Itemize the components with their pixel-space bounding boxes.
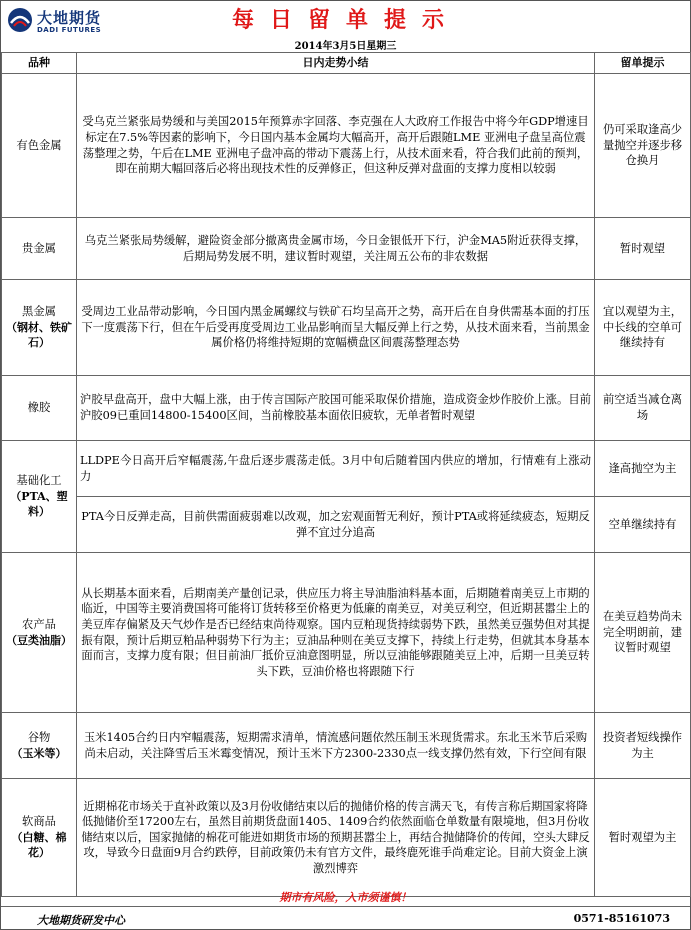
category-cell	[2, 553, 77, 713]
summary-table	[1, 52, 691, 897]
tip-cell: 前空适当减仓离场	[595, 376, 691, 441]
tip-cell: 在美豆趋势尚未完全明朗前，建议暂时观望	[595, 553, 691, 713]
tip-cell: 空单继续持有	[595, 497, 691, 553]
header	[1, 1, 690, 39]
category-sub: （玉米等）	[11, 746, 67, 760]
company-logo	[7, 7, 117, 35]
summary-cell: PTA今日反弹走高，目前供需面疲弱难以改观，加之宏观面暂无利好，预计PTA或将延续疲态，短期反弹不宜过分追高	[77, 497, 595, 553]
category-name: 农产品	[22, 617, 56, 631]
tip-cell: 宜以观望为主，中长线的空单可继续持有	[595, 280, 691, 376]
table-row-grains	[2, 713, 691, 779]
footer-phone: 0571-85161073	[573, 912, 670, 925]
logo-cn-text: 大地期货	[37, 9, 102, 27]
category-name: 黑金属	[22, 305, 56, 319]
page-title: 每日留单提示	[231, 8, 460, 33]
category-name: 软商品	[22, 815, 56, 829]
summary-cell: LLDPE今日高开后窄幅震荡,午盘后逐步震荡走低。3月中旬后随着国内供应的增加，行情难有上涨动力	[77, 441, 595, 497]
tip-cell: 暂时观望为主	[595, 779, 691, 897]
category-name: 谷物	[27, 730, 51, 744]
summary-cell: 受乌克兰紧张局势缓和与美国2015年预算赤字回落、李克强在人大政府工作报告中将今年GDP增速目标定在7.5%等因素的影响下，今日国内基本金属均大幅高开，高开后跟随LME 亚洲电子盘呈高位震荡整理之势，午后在LME 亚洲电子盘冲高的带动下震荡上行，从技术面来看，符合我们此前的预判，即在前期大幅回落后必将出现技术性的反弹修正，但这种反弹对盘面的支撑力度相以较弱	[77, 74, 595, 218]
table-row-chemicals-pta	[2, 497, 691, 553]
category-cell	[2, 441, 77, 553]
table-row-agriculture	[2, 553, 691, 713]
summary-cell: 从长期基本面来看，后期南美产量创记录，供应压力将主导油脂油料基本面，后期随着南美豆上市期的临近，中国等主要消费国将可能将订货转移至价格更为低廉的南美豆，对美豆利空，但近期甚嚣尘上的美豆库存偏紧及天气炒作是否已经结束尚待观察。国内豆粕现货持续弱势下跌，虽然美豆强势但对其提振有限，预计后期豆粕品种弱势下行为主；豆油品种则在美豆支撑下，持续上行走势，但就其本身基本面而言，支撑力度有限；但目前油厂抵价豆油意图明显，所以豆油能够跟随美豆上冲，后期一旦美豆转头下跌，豆油价格也将跟随下行	[77, 553, 595, 713]
table-row-nonferrous	[2, 74, 691, 218]
table-row-softs	[2, 779, 691, 897]
column-header-summary: 日内走势小结	[77, 53, 595, 74]
category-cell	[2, 280, 77, 376]
category-cell	[2, 74, 77, 218]
summary-cell: 沪胶早盘高开，盘中大幅上涨，由于传言国际产胶国可能采取保价措施，造成资金炒作胶价上涨。目前沪胶09已重回14800-15400区间，当前橡胶基本面依旧疲软，无单者暂时观望	[77, 376, 595, 441]
tip-cell: 逢高抛空为主	[595, 441, 691, 497]
table-row-ferrous	[2, 280, 691, 376]
summary-cell: 玉米1405合约日内窄幅震荡，短期需求清单，情流感问题依然压制玉米现货需求。东北玉米节后采购尚未启动，关注降雪后玉米霉变情况，预计玉米下方2300-2330点一线支撑仍然有效，下行空间有限	[77, 713, 595, 779]
category-cell	[2, 376, 77, 441]
category-sub: （钢材、铁矿石）	[6, 320, 72, 350]
summary-cell: 受周边工业品带动影响，今日国内黑金属螺纹与铁矿石均呈高开之势，高开后在自身供需基本面的打压下一度震荡下行，但在午后受再度受周边工业品影响而呈大幅反弹上行之势，从技术面来看，当前黑金属价格仍将维持短期的宽幅横盘区间震荡整理态势	[77, 280, 595, 376]
table-row-rubber	[2, 376, 691, 441]
risk-warning: 期市有风险，入市须谨慎！	[279, 891, 412, 904]
tip-cell: 仍可采取逢高少量抛空并逐步移仓换月	[595, 74, 691, 218]
category-cell	[2, 713, 77, 779]
category-name: 有色金属	[16, 138, 62, 152]
column-header-tip: 留单提示	[595, 53, 691, 74]
category-sub: （白糖、棉花）	[11, 830, 67, 860]
table-header-row	[2, 53, 691, 74]
tip-cell: 暂时观望	[595, 218, 691, 280]
table-row-chemicals-lldpe	[2, 441, 691, 497]
category-name: 基础化工	[16, 474, 62, 488]
category-cell	[2, 218, 77, 280]
dadi-logo-icon	[7, 7, 33, 33]
category-sub: （豆类油脂）	[6, 633, 72, 647]
column-header-category: 品种	[2, 53, 77, 74]
category-sub: （PTA、塑料）	[10, 489, 68, 519]
footer	[1, 906, 690, 930]
category-name: 贵金属	[22, 241, 56, 255]
category-cell	[2, 779, 77, 897]
table-row-precious-metals	[2, 218, 691, 280]
summary-cell: 近期棉花市场关于直补政策以及3月份收储结束以后的抛储价格的传言满天飞，有传言称后期国家将降低抛储价至17200左右，虽然目前期货盘面1405、1409合约依然面临仓单数量有限境地，但3月份收储结束以后，国家抛储的棉花可能进如期货市场的预期甚嚣尘上，再结合抛储降价的传闻，空头大肆反攻，导致今日盘面9月合约跌停，目前政策仍未有官方文件，最终鹿死谁手尚难定论。目前大资金上演激烈博弈	[77, 779, 595, 897]
report-date: 2014年3月5日星期三	[294, 41, 397, 52]
footer-org: 大地期货研发中心	[37, 914, 125, 927]
tip-cell: 投资者短线操作为主	[595, 713, 691, 779]
logo-en-text: DADI FUTURES	[37, 26, 102, 34]
summary-cell: 乌克兰紧张局势缓解，避险资金部分撤离贵金属市场，今日金银低开下行，沪金MA5附近获得支撑，后期局势发展不明，建议暂时观望，关注周五公布的非农数据	[77, 218, 595, 280]
category-name: 橡胶	[27, 401, 51, 415]
